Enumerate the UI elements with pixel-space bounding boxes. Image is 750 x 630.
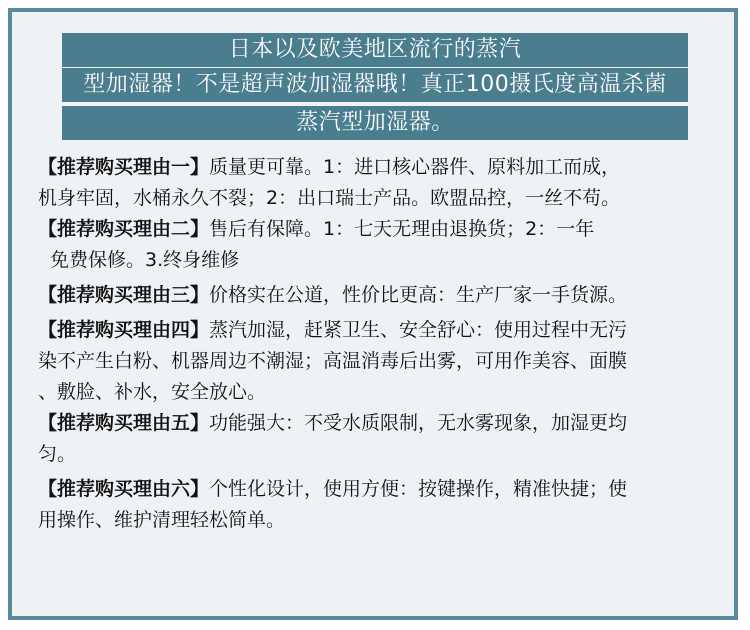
reason-4-tag: 【推荐购买理由四】	[38, 319, 210, 341]
reason-2-line-1	[38, 214, 718, 245]
reason-3-tag: 【推荐购买理由三】	[38, 284, 210, 306]
headline-banner-line-3: 蒸汽型加湿器。	[62, 106, 688, 140]
reason-5-line-2: 匀。	[38, 443, 77, 465]
reason-3-line-1	[38, 280, 718, 311]
reason-5-tag: 【推荐购买理由五】	[38, 412, 210, 434]
reasons-list	[38, 152, 718, 536]
reason-3-text: 价格实在公道，性价比更高：生产厂家一手货源。	[209, 284, 628, 306]
reason-1-tag: 【推荐购买理由一】	[38, 156, 210, 178]
headline-banner-line-1: 日本以及欧美地区流行的蒸汽	[62, 33, 688, 67]
reason-4-text: 蒸汽加湿，赶紧卫生、安全舒心：使用过程中无污	[209, 319, 628, 341]
reason-6-tag: 【推荐购买理由六】	[38, 478, 210, 500]
reason-6-line-2: 用操作、维护清理轻松简单。	[38, 509, 286, 531]
reason-6-text: 个性化设计，使用方便：按键操作，精准快捷；使	[209, 478, 628, 500]
reason-2-text: 售后有保障。1：七天无理由退换货；2：一年	[209, 218, 595, 240]
reason-4-line-3: 、敷脸、补水，安全放心。	[38, 381, 267, 403]
headline-banner-line-2: 型加湿器！不是超声波加湿器哦！真正100摄氏度高温杀菌	[62, 68, 688, 102]
reason-5-line-1	[38, 408, 718, 439]
reason-6-line-1	[38, 474, 718, 505]
reason-1-line-1	[38, 152, 718, 183]
reason-4-line-1	[38, 315, 718, 346]
reason-2-tag: 【推荐购买理由二】	[38, 218, 210, 240]
reason-5-text: 功能强大：不受水质限制，无水雾现象，加湿更均	[209, 412, 628, 434]
reason-1-text: 质量更可靠。1：进口核心器件、原料加工而成，	[209, 156, 621, 178]
reason-2-line-2: 免费保修。3.终身维修	[50, 249, 240, 271]
reason-4-line-2: 染不产生白粉、机器周边不潮湿；高温消毒后出雾，可用作美容、面膜	[38, 350, 628, 372]
reason-1-line-2: 机身牢固，水桶永久不裂；2：出口瑞士产品。欧盟品控，一丝不苟。	[38, 187, 621, 209]
